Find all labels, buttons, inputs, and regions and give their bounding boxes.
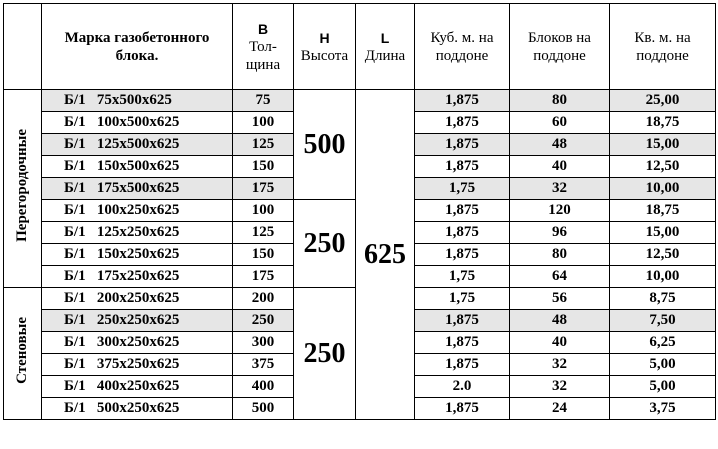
cell-blocks: 80 <box>510 244 610 266</box>
header-length <box>356 4 415 90</box>
header-cubic: Куб. м. на поддоне <box>415 4 510 90</box>
cell-thickness: 500 <box>233 398 294 420</box>
cell-cubic: 1,875 <box>415 354 510 376</box>
cell-blocks: 32 <box>510 178 610 200</box>
cell-blocks: 80 <box>510 90 610 112</box>
header-group-cell <box>4 4 42 90</box>
table-row <box>4 90 716 112</box>
header-square: Кв. м. на поддоне <box>610 4 716 90</box>
cell-cubic: 1,75 <box>415 266 510 288</box>
header-l-word: Длина <box>364 47 406 64</box>
cell-square: 6,25 <box>610 332 716 354</box>
cell-mark: Б/1 200х250х625 <box>42 288 233 310</box>
cell-blocks: 56 <box>510 288 610 310</box>
header-l-letter: L <box>380 29 390 46</box>
block-spec-table <box>3 3 716 420</box>
cell-cubic: 1,75 <box>415 288 510 310</box>
header-blocks: Блоков на поддоне <box>510 4 610 90</box>
cell-mark: Б/1 125х250х625 <box>42 222 233 244</box>
group-wall <box>4 288 42 420</box>
cell-thickness: 150 <box>233 244 294 266</box>
cell-thickness: 300 <box>233 332 294 354</box>
header-mark: Марка газобетонного блока. <box>42 4 233 90</box>
cell-square: 12,50 <box>610 244 716 266</box>
cell-mark: Б/1 100х500х625 <box>42 112 233 134</box>
cell-cubic: 1,875 <box>415 112 510 134</box>
cell-cubic: 2.0 <box>415 376 510 398</box>
cell-mark: Б/1 375х250х625 <box>42 354 233 376</box>
cell-thickness: 125 <box>233 134 294 156</box>
cell-blocks: 96 <box>510 222 610 244</box>
cell-thickness: 250 <box>233 310 294 332</box>
cell-mark: Б/1 250х250х625 <box>42 310 233 332</box>
cell-mark: Б/1 500х250х625 <box>42 398 233 420</box>
cell-square: 18,75 <box>610 112 716 134</box>
header-thickness <box>233 4 294 90</box>
cell-square: 12,50 <box>610 156 716 178</box>
cell-thickness: 175 <box>233 266 294 288</box>
cell-cubic: 1,875 <box>415 398 510 420</box>
header-b-letter: B <box>257 20 269 37</box>
cell-mark: Б/1 175х500х625 <box>42 178 233 200</box>
cell-square: 15,00 <box>610 134 716 156</box>
cell-blocks: 64 <box>510 266 610 288</box>
cell-cubic: 1,875 <box>415 134 510 156</box>
cell-blocks: 32 <box>510 376 610 398</box>
cell-thickness: 75 <box>233 90 294 112</box>
cell-cubic: 1,875 <box>415 332 510 354</box>
cell-mark: Б/1 300х250х625 <box>42 332 233 354</box>
cell-cubic: 1,875 <box>415 310 510 332</box>
cell-mark: Б/1 400х250х625 <box>42 376 233 398</box>
cell-thickness: 375 <box>233 354 294 376</box>
cell-height-250-partition: 250 <box>294 200 356 288</box>
cell-blocks: 24 <box>510 398 610 420</box>
cell-thickness: 175 <box>233 178 294 200</box>
cell-thickness: 400 <box>233 376 294 398</box>
cell-square: 3,75 <box>610 398 716 420</box>
header-height <box>294 4 356 90</box>
cell-mark: Б/1 100х250х625 <box>42 200 233 222</box>
cell-mark: Б/1 150х250х625 <box>42 244 233 266</box>
cell-blocks: 48 <box>510 134 610 156</box>
cell-thickness: 100 <box>233 112 294 134</box>
cell-thickness: 125 <box>233 222 294 244</box>
cell-blocks: 40 <box>510 156 610 178</box>
cell-height-250-wall: 250 <box>294 288 356 420</box>
cell-cubic: 1,875 <box>415 244 510 266</box>
cell-cubic: 1,875 <box>415 156 510 178</box>
cell-cubic: 1,875 <box>415 90 510 112</box>
cell-square: 10,00 <box>610 266 716 288</box>
header-b-word: Тол-щина <box>245 38 281 73</box>
header-h-letter: H <box>319 29 330 46</box>
cell-square: 18,75 <box>610 200 716 222</box>
cell-square: 7,50 <box>610 310 716 332</box>
cell-thickness: 150 <box>233 156 294 178</box>
cell-thickness: 200 <box>233 288 294 310</box>
cell-square: 10,00 <box>610 178 716 200</box>
cell-mark: Б/1 125х500х625 <box>42 134 233 156</box>
cell-blocks: 32 <box>510 354 610 376</box>
cell-square: 8,75 <box>610 288 716 310</box>
cell-cubic: 1,875 <box>415 200 510 222</box>
cell-height-500: 500 <box>294 90 356 200</box>
header-row <box>4 4 716 90</box>
cell-blocks: 60 <box>510 112 610 134</box>
cell-blocks: 40 <box>510 332 610 354</box>
cell-square: 5,00 <box>610 354 716 376</box>
cell-mark: Б/1 150х500х625 <box>42 156 233 178</box>
cell-blocks: 48 <box>510 310 610 332</box>
cell-thickness: 100 <box>233 200 294 222</box>
group-partition <box>4 90 42 288</box>
cell-blocks: 120 <box>510 200 610 222</box>
cell-square: 5,00 <box>610 376 716 398</box>
group-partition-label: Перегородочные <box>14 129 30 242</box>
cell-square: 15,00 <box>610 222 716 244</box>
cell-cubic: 1,875 <box>415 222 510 244</box>
cell-mark: Б/1 75х500х625 <box>42 90 233 112</box>
group-wall-label: Стеновые <box>14 317 30 384</box>
cell-mark: Б/1 175х250х625 <box>42 266 233 288</box>
cell-cubic: 1,75 <box>415 178 510 200</box>
cell-length-625: 625 <box>356 90 415 420</box>
cell-square: 25,00 <box>610 90 716 112</box>
header-h-word: Высота <box>300 47 349 64</box>
